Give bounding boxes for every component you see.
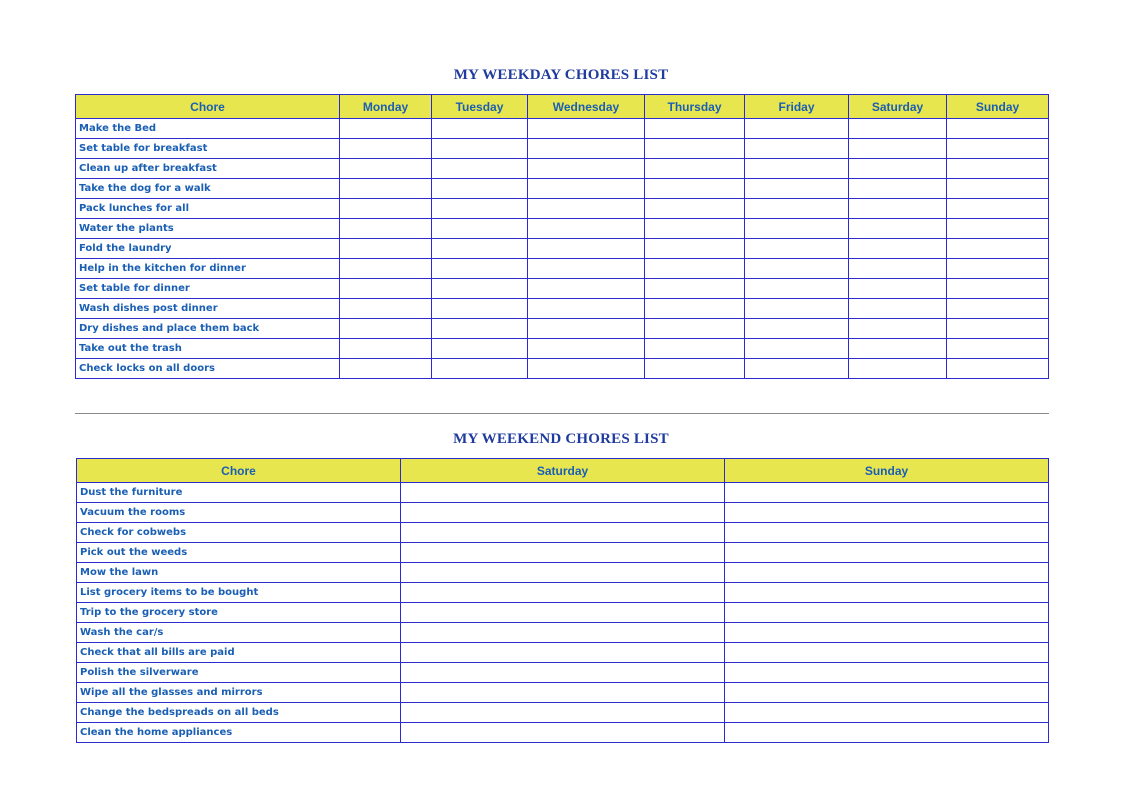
weekday-check-cell-monday[interactable] <box>340 139 432 159</box>
weekend-chore-label: Clean the home appliances <box>77 723 401 743</box>
weekday-check-cell-tuesday[interactable] <box>432 199 528 219</box>
weekday-column-header-tuesday: Tuesday <box>432 95 528 119</box>
weekday-check-cell-monday[interactable] <box>340 239 432 259</box>
weekday-check-cell-tuesday[interactable] <box>432 319 528 339</box>
weekday-chore-label: Clean up after breakfast <box>76 159 340 179</box>
weekday-check-cell-tuesday[interactable] <box>432 279 528 299</box>
weekday-check-cell-wednesday[interactable] <box>528 119 645 139</box>
weekday-check-cell-friday[interactable] <box>745 259 849 279</box>
weekend-check-cell-saturday[interactable] <box>401 683 725 703</box>
weekday-check-cell-tuesday[interactable] <box>432 259 528 279</box>
weekend-table-row <box>77 643 1049 663</box>
weekday-check-cell-sunday[interactable] <box>947 139 1049 159</box>
weekday-check-cell-sunday[interactable] <box>947 299 1049 319</box>
weekday-check-cell-saturday[interactable] <box>849 299 947 319</box>
weekend-check-cell-sunday[interactable] <box>725 703 1049 723</box>
weekday-check-cell-sunday[interactable] <box>947 319 1049 339</box>
weekday-check-cell-wednesday[interactable] <box>528 299 645 319</box>
weekday-check-cell-tuesday[interactable] <box>432 219 528 239</box>
weekday-check-cell-monday[interactable] <box>340 179 432 199</box>
weekend-check-cell-saturday[interactable] <box>401 703 725 723</box>
weekend-table-row <box>77 663 1049 683</box>
weekend-table-row <box>77 483 1049 503</box>
weekend-table-row <box>77 503 1049 523</box>
weekday-table-row <box>76 159 1049 179</box>
weekday-table-row <box>76 239 1049 259</box>
weekend-check-cell-saturday[interactable] <box>401 563 725 583</box>
weekday-check-cell-saturday[interactable] <box>849 319 947 339</box>
weekday-check-cell-monday[interactable] <box>340 159 432 179</box>
weekday-check-cell-saturday[interactable] <box>849 279 947 299</box>
weekday-check-cell-friday[interactable] <box>745 279 849 299</box>
weekend-check-cell-sunday[interactable] <box>725 523 1049 543</box>
weekend-chore-label: Wipe all the glasses and mirrors <box>77 683 401 703</box>
weekday-check-cell-sunday[interactable] <box>947 199 1049 219</box>
weekend-chore-label: Change the bedspreads on all beds <box>77 703 401 723</box>
weekend-chores-table <box>76 458 1049 743</box>
weekday-check-cell-saturday[interactable] <box>849 359 947 379</box>
weekday-table-row <box>76 179 1049 199</box>
weekday-check-cell-tuesday[interactable] <box>432 299 528 319</box>
weekday-check-cell-wednesday[interactable] <box>528 279 645 299</box>
weekday-check-cell-saturday[interactable] <box>849 179 947 199</box>
weekend-check-cell-saturday[interactable] <box>401 583 725 603</box>
weekend-check-cell-sunday[interactable] <box>725 643 1049 663</box>
weekend-chore-label: Mow the lawn <box>77 563 401 583</box>
weekend-chore-label: Wash the car/s <box>77 623 401 643</box>
weekday-check-cell-friday[interactable] <box>745 359 849 379</box>
weekend-check-cell-sunday[interactable] <box>725 483 1049 503</box>
weekday-check-cell-friday[interactable] <box>745 199 849 219</box>
weekday-chore-label: Take out the trash <box>76 339 340 359</box>
weekday-check-cell-thursday[interactable] <box>645 139 745 159</box>
weekday-check-cell-saturday[interactable] <box>849 259 947 279</box>
weekday-check-cell-friday[interactable] <box>745 119 849 139</box>
weekday-chore-label: Fold the laundry <box>76 239 340 259</box>
weekday-check-cell-saturday[interactable] <box>849 139 947 159</box>
section-divider <box>75 413 1049 414</box>
weekend-chore-label: List grocery items to be bought <box>77 583 401 603</box>
weekday-check-cell-thursday[interactable] <box>645 319 745 339</box>
weekday-check-cell-sunday[interactable] <box>947 159 1049 179</box>
weekday-check-cell-wednesday[interactable] <box>528 359 645 379</box>
weekday-check-cell-tuesday[interactable] <box>432 359 528 379</box>
weekday-check-cell-monday[interactable] <box>340 299 432 319</box>
weekday-check-cell-sunday[interactable] <box>947 179 1049 199</box>
weekend-header-row <box>77 459 1049 483</box>
weekday-column-header-monday: Monday <box>340 95 432 119</box>
weekday-check-cell-thursday[interactable] <box>645 279 745 299</box>
weekday-column-header-chore: Chore <box>76 95 340 119</box>
weekday-body <box>76 119 1049 379</box>
weekday-table-row <box>76 359 1049 379</box>
weekday-check-cell-tuesday[interactable] <box>432 119 528 139</box>
weekday-check-cell-monday[interactable] <box>340 279 432 299</box>
weekday-check-cell-friday[interactable] <box>745 319 849 339</box>
weekday-check-cell-tuesday[interactable] <box>432 239 528 259</box>
weekday-check-cell-thursday[interactable] <box>645 359 745 379</box>
weekend-chore-label: Polish the silverware <box>77 663 401 683</box>
weekday-check-cell-friday[interactable] <box>745 159 849 179</box>
weekday-column-header-friday: Friday <box>745 95 849 119</box>
weekday-check-cell-tuesday[interactable] <box>432 159 528 179</box>
weekend-check-cell-saturday[interactable] <box>401 543 725 563</box>
weekday-table-row <box>76 319 1049 339</box>
weekday-table-row <box>76 139 1049 159</box>
weekday-column-header-wednesday: Wednesday <box>528 95 645 119</box>
weekday-check-cell-sunday[interactable] <box>947 359 1049 379</box>
weekend-check-cell-sunday[interactable] <box>725 723 1049 743</box>
weekday-check-cell-wednesday[interactable] <box>528 339 645 359</box>
weekday-check-cell-wednesday[interactable] <box>528 319 645 339</box>
weekday-chore-label: Make the Bed <box>76 119 340 139</box>
weekday-check-cell-friday[interactable] <box>745 139 849 159</box>
weekday-column-header-sunday: Sunday <box>947 95 1049 119</box>
weekday-table-row <box>76 299 1049 319</box>
weekend-check-cell-saturday[interactable] <box>401 523 725 543</box>
weekday-check-cell-thursday[interactable] <box>645 159 745 179</box>
weekday-chore-label: Dry dishes and place them back <box>76 319 340 339</box>
weekday-column-header-thursday: Thursday <box>645 95 745 119</box>
weekend-check-cell-saturday[interactable] <box>401 663 725 683</box>
weekday-check-cell-thursday[interactable] <box>645 339 745 359</box>
weekday-check-cell-sunday[interactable] <box>947 279 1049 299</box>
weekday-chore-label: Check locks on all doors <box>76 359 340 379</box>
weekday-column-header-saturday: Saturday <box>849 95 947 119</box>
weekend-table-row <box>77 723 1049 743</box>
weekday-table-row <box>76 119 1049 139</box>
weekend-title: MY WEEKEND CHORES LIST <box>453 431 669 447</box>
weekend-check-cell-sunday[interactable] <box>725 623 1049 643</box>
weekday-table-row <box>76 199 1049 219</box>
weekday-check-cell-saturday[interactable] <box>849 119 947 139</box>
weekday-check-cell-tuesday[interactable] <box>432 339 528 359</box>
weekday-check-cell-wednesday[interactable] <box>528 159 645 179</box>
weekday-check-cell-monday[interactable] <box>340 319 432 339</box>
weekday-check-cell-wednesday[interactable] <box>528 139 645 159</box>
weekday-check-cell-thursday[interactable] <box>645 239 745 259</box>
weekday-check-cell-thursday[interactable] <box>645 219 745 239</box>
weekend-table-row <box>77 523 1049 543</box>
weekday-check-cell-wednesday[interactable] <box>528 199 645 219</box>
weekday-check-cell-thursday[interactable] <box>645 259 745 279</box>
weekday-check-cell-wednesday[interactable] <box>528 179 645 199</box>
weekday-chore-label: Water the plants <box>76 219 340 239</box>
weekend-check-cell-sunday[interactable] <box>725 543 1049 563</box>
weekend-table-row <box>77 603 1049 623</box>
weekday-title: MY WEEKDAY CHORES LIST <box>453 67 669 83</box>
weekday-chore-label: Take the dog for a walk <box>76 179 340 199</box>
weekend-check-cell-sunday[interactable] <box>725 563 1049 583</box>
weekday-check-cell-wednesday[interactable] <box>528 259 645 279</box>
weekday-check-cell-tuesday[interactable] <box>432 139 528 159</box>
weekend-table-row <box>77 703 1049 723</box>
weekday-check-cell-saturday[interactable] <box>849 159 947 179</box>
weekend-table-row <box>77 583 1049 603</box>
weekday-check-cell-monday[interactable] <box>340 219 432 239</box>
weekend-check-cell-saturday[interactable] <box>401 483 725 503</box>
weekday-table-row <box>76 259 1049 279</box>
weekday-check-cell-monday[interactable] <box>340 199 432 219</box>
weekday-chore-label: Help in the kitchen for dinner <box>76 259 340 279</box>
weekday-table-row <box>76 219 1049 239</box>
weekday-chore-label: Pack lunches for all <box>76 199 340 219</box>
weekday-check-cell-sunday[interactable] <box>947 339 1049 359</box>
weekend-check-cell-sunday[interactable] <box>725 503 1049 523</box>
weekday-chore-label: Set table for dinner <box>76 279 340 299</box>
weekend-check-cell-sunday[interactable] <box>725 603 1049 623</box>
weekday-check-cell-thursday[interactable] <box>645 119 745 139</box>
weekday-check-cell-friday[interactable] <box>745 299 849 319</box>
weekday-check-cell-tuesday[interactable] <box>432 179 528 199</box>
weekend-check-cell-saturday[interactable] <box>401 623 725 643</box>
weekday-check-cell-friday[interactable] <box>745 219 849 239</box>
weekday-check-cell-friday[interactable] <box>745 239 849 259</box>
weekend-chore-label: Dust the furniture <box>77 483 401 503</box>
weekday-table-row <box>76 279 1049 299</box>
weekend-table-row <box>77 683 1049 703</box>
weekday-check-cell-thursday[interactable] <box>645 299 745 319</box>
weekend-check-cell-saturday[interactable] <box>401 603 725 623</box>
weekend-check-cell-saturday[interactable] <box>401 503 725 523</box>
weekday-check-cell-wednesday[interactable] <box>528 239 645 259</box>
weekend-chore-label: Check that all bills are paid <box>77 643 401 663</box>
weekend-chore-label: Trip to the grocery store <box>77 603 401 623</box>
weekend-check-cell-sunday[interactable] <box>725 663 1049 683</box>
weekday-chore-label: Wash dishes post dinner <box>76 299 340 319</box>
weekend-body <box>77 483 1049 743</box>
weekend-column-header-sunday: Sunday <box>725 459 1049 483</box>
weekday-check-cell-monday[interactable] <box>340 339 432 359</box>
weekday-chore-label: Set table for breakfast <box>76 139 340 159</box>
weekend-check-cell-saturday[interactable] <box>401 643 725 663</box>
weekday-table-row <box>76 339 1049 359</box>
weekend-table-row <box>77 623 1049 643</box>
weekday-header-row <box>76 95 1049 119</box>
weekend-chore-label: Pick out the weeds <box>77 543 401 563</box>
weekday-check-cell-sunday[interactable] <box>947 219 1049 239</box>
weekday-check-cell-saturday[interactable] <box>849 219 947 239</box>
weekday-check-cell-monday[interactable] <box>340 359 432 379</box>
weekend-check-cell-sunday[interactable] <box>725 583 1049 603</box>
weekend-check-cell-sunday[interactable] <box>725 683 1049 703</box>
weekday-check-cell-thursday[interactable] <box>645 179 745 199</box>
weekday-check-cell-thursday[interactable] <box>645 199 745 219</box>
weekday-check-cell-friday[interactable] <box>745 339 849 359</box>
weekday-check-cell-friday[interactable] <box>745 179 849 199</box>
weekend-chore-label: Vacuum the rooms <box>77 503 401 523</box>
weekend-column-header-saturday: Saturday <box>401 459 725 483</box>
weekday-check-cell-sunday[interactable] <box>947 239 1049 259</box>
weekday-chores-table <box>75 94 1049 379</box>
weekday-check-cell-wednesday[interactable] <box>528 219 645 239</box>
weekend-check-cell-saturday[interactable] <box>401 723 725 743</box>
weekday-check-cell-saturday[interactable] <box>849 239 947 259</box>
weekday-check-cell-monday[interactable] <box>340 119 432 139</box>
weekend-chore-label: Check for cobwebs <box>77 523 401 543</box>
weekday-check-cell-sunday[interactable] <box>947 259 1049 279</box>
weekday-check-cell-saturday[interactable] <box>849 339 947 359</box>
weekday-check-cell-sunday[interactable] <box>947 119 1049 139</box>
weekend-table-row <box>77 563 1049 583</box>
weekday-check-cell-saturday[interactable] <box>849 199 947 219</box>
weekend-column-header-chore: Chore <box>77 459 401 483</box>
weekend-table-row <box>77 543 1049 563</box>
weekday-check-cell-monday[interactable] <box>340 259 432 279</box>
